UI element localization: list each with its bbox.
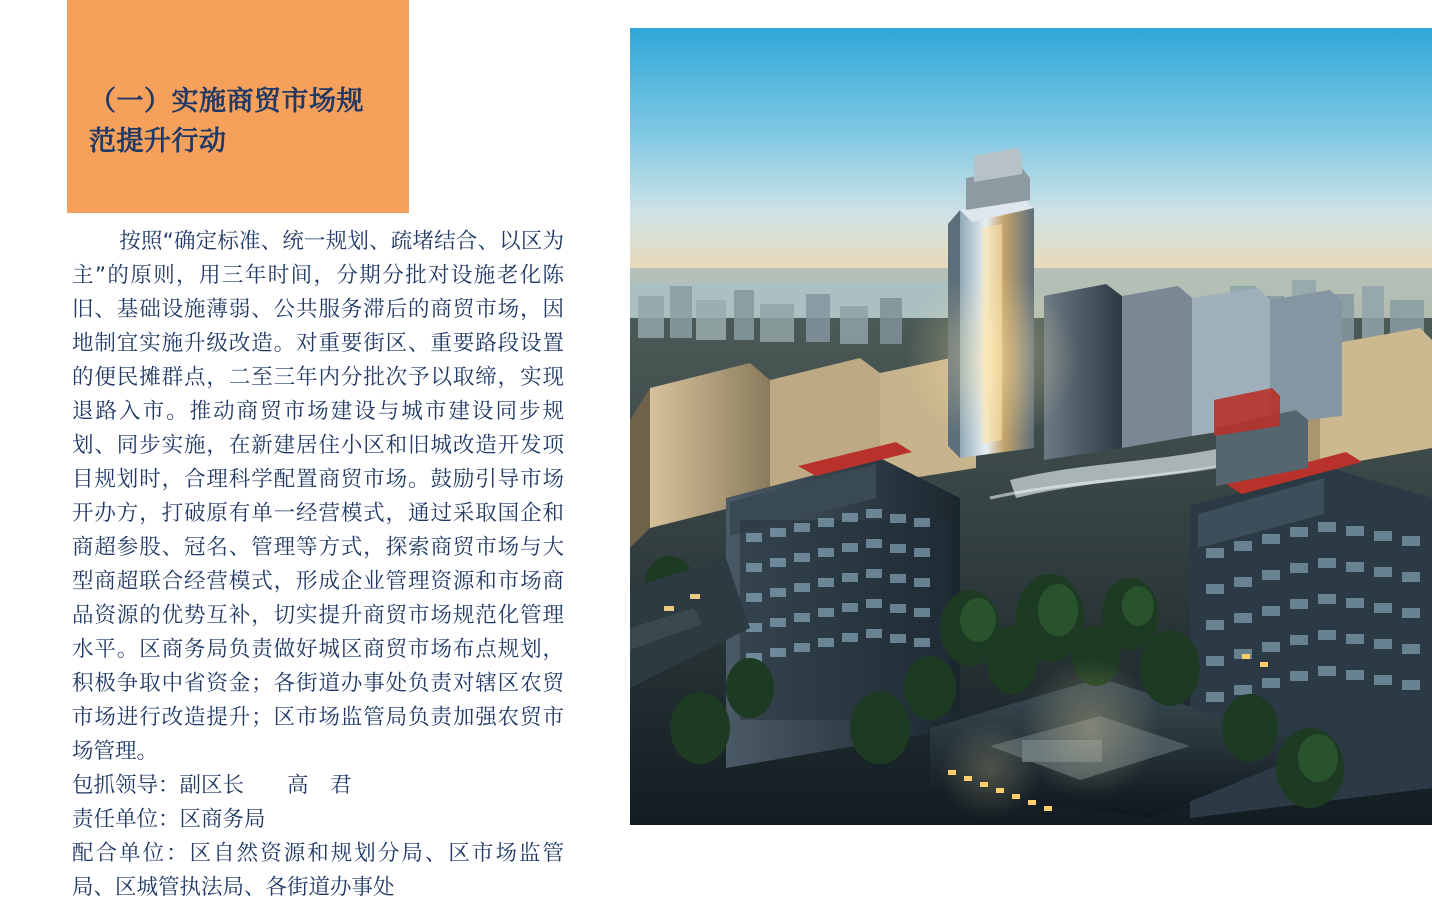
city-skyline-rendering — [630, 28, 1432, 825]
page-title: （一）实施商贸市场规范提升行动 — [89, 86, 364, 157]
paragraph-responsible-unit: 责任单位：区商务局 — [72, 807, 266, 832]
paragraph-leader: 包抓领导：副区长 高 君 — [72, 773, 352, 798]
paragraph-cooperating-units: 配合单位：区自然资源和规划分局、区市场监管局、区城管执法局、各街道办事处 — [72, 841, 564, 900]
title-banner — [67, 0, 409, 213]
body-text-block — [72, 225, 564, 905]
paragraph-main: 按照“确定标准、统一规划、疏堵结合、以区为主”的原则，用三年时间，分期分批对设施老化陈旧、基础设施薄弱、公共服务滞后的商贸市场，因地制宜实施升级改造。对重要街区、重要路段设置的便民摊群点，二至三年内分批次予以取缔，实现退路入市。推动商贸市场建设与城市建设同步规划、同步实施，在新建居住小区和旧城改造开发项目规划时，合理科学配置商贸市场。鼓励引导市场开办方，打破原有单一经营模式，通过采取国企和商超参股、冠名、管理等方式，探索商贸市场与大型商超联合经营模式，形成企业管理资源和市场商品资源的优势互补，切实提升商贸市场规范化管理水平。区商务局负责做好城区商贸市场布点规划，积极争取中省资金；各街道办事处负责对辖区农贸市场进行改造提升；区市场监管局负责加强农贸市场管理。 — [72, 229, 564, 764]
left-content-column — [0, 0, 600, 900]
